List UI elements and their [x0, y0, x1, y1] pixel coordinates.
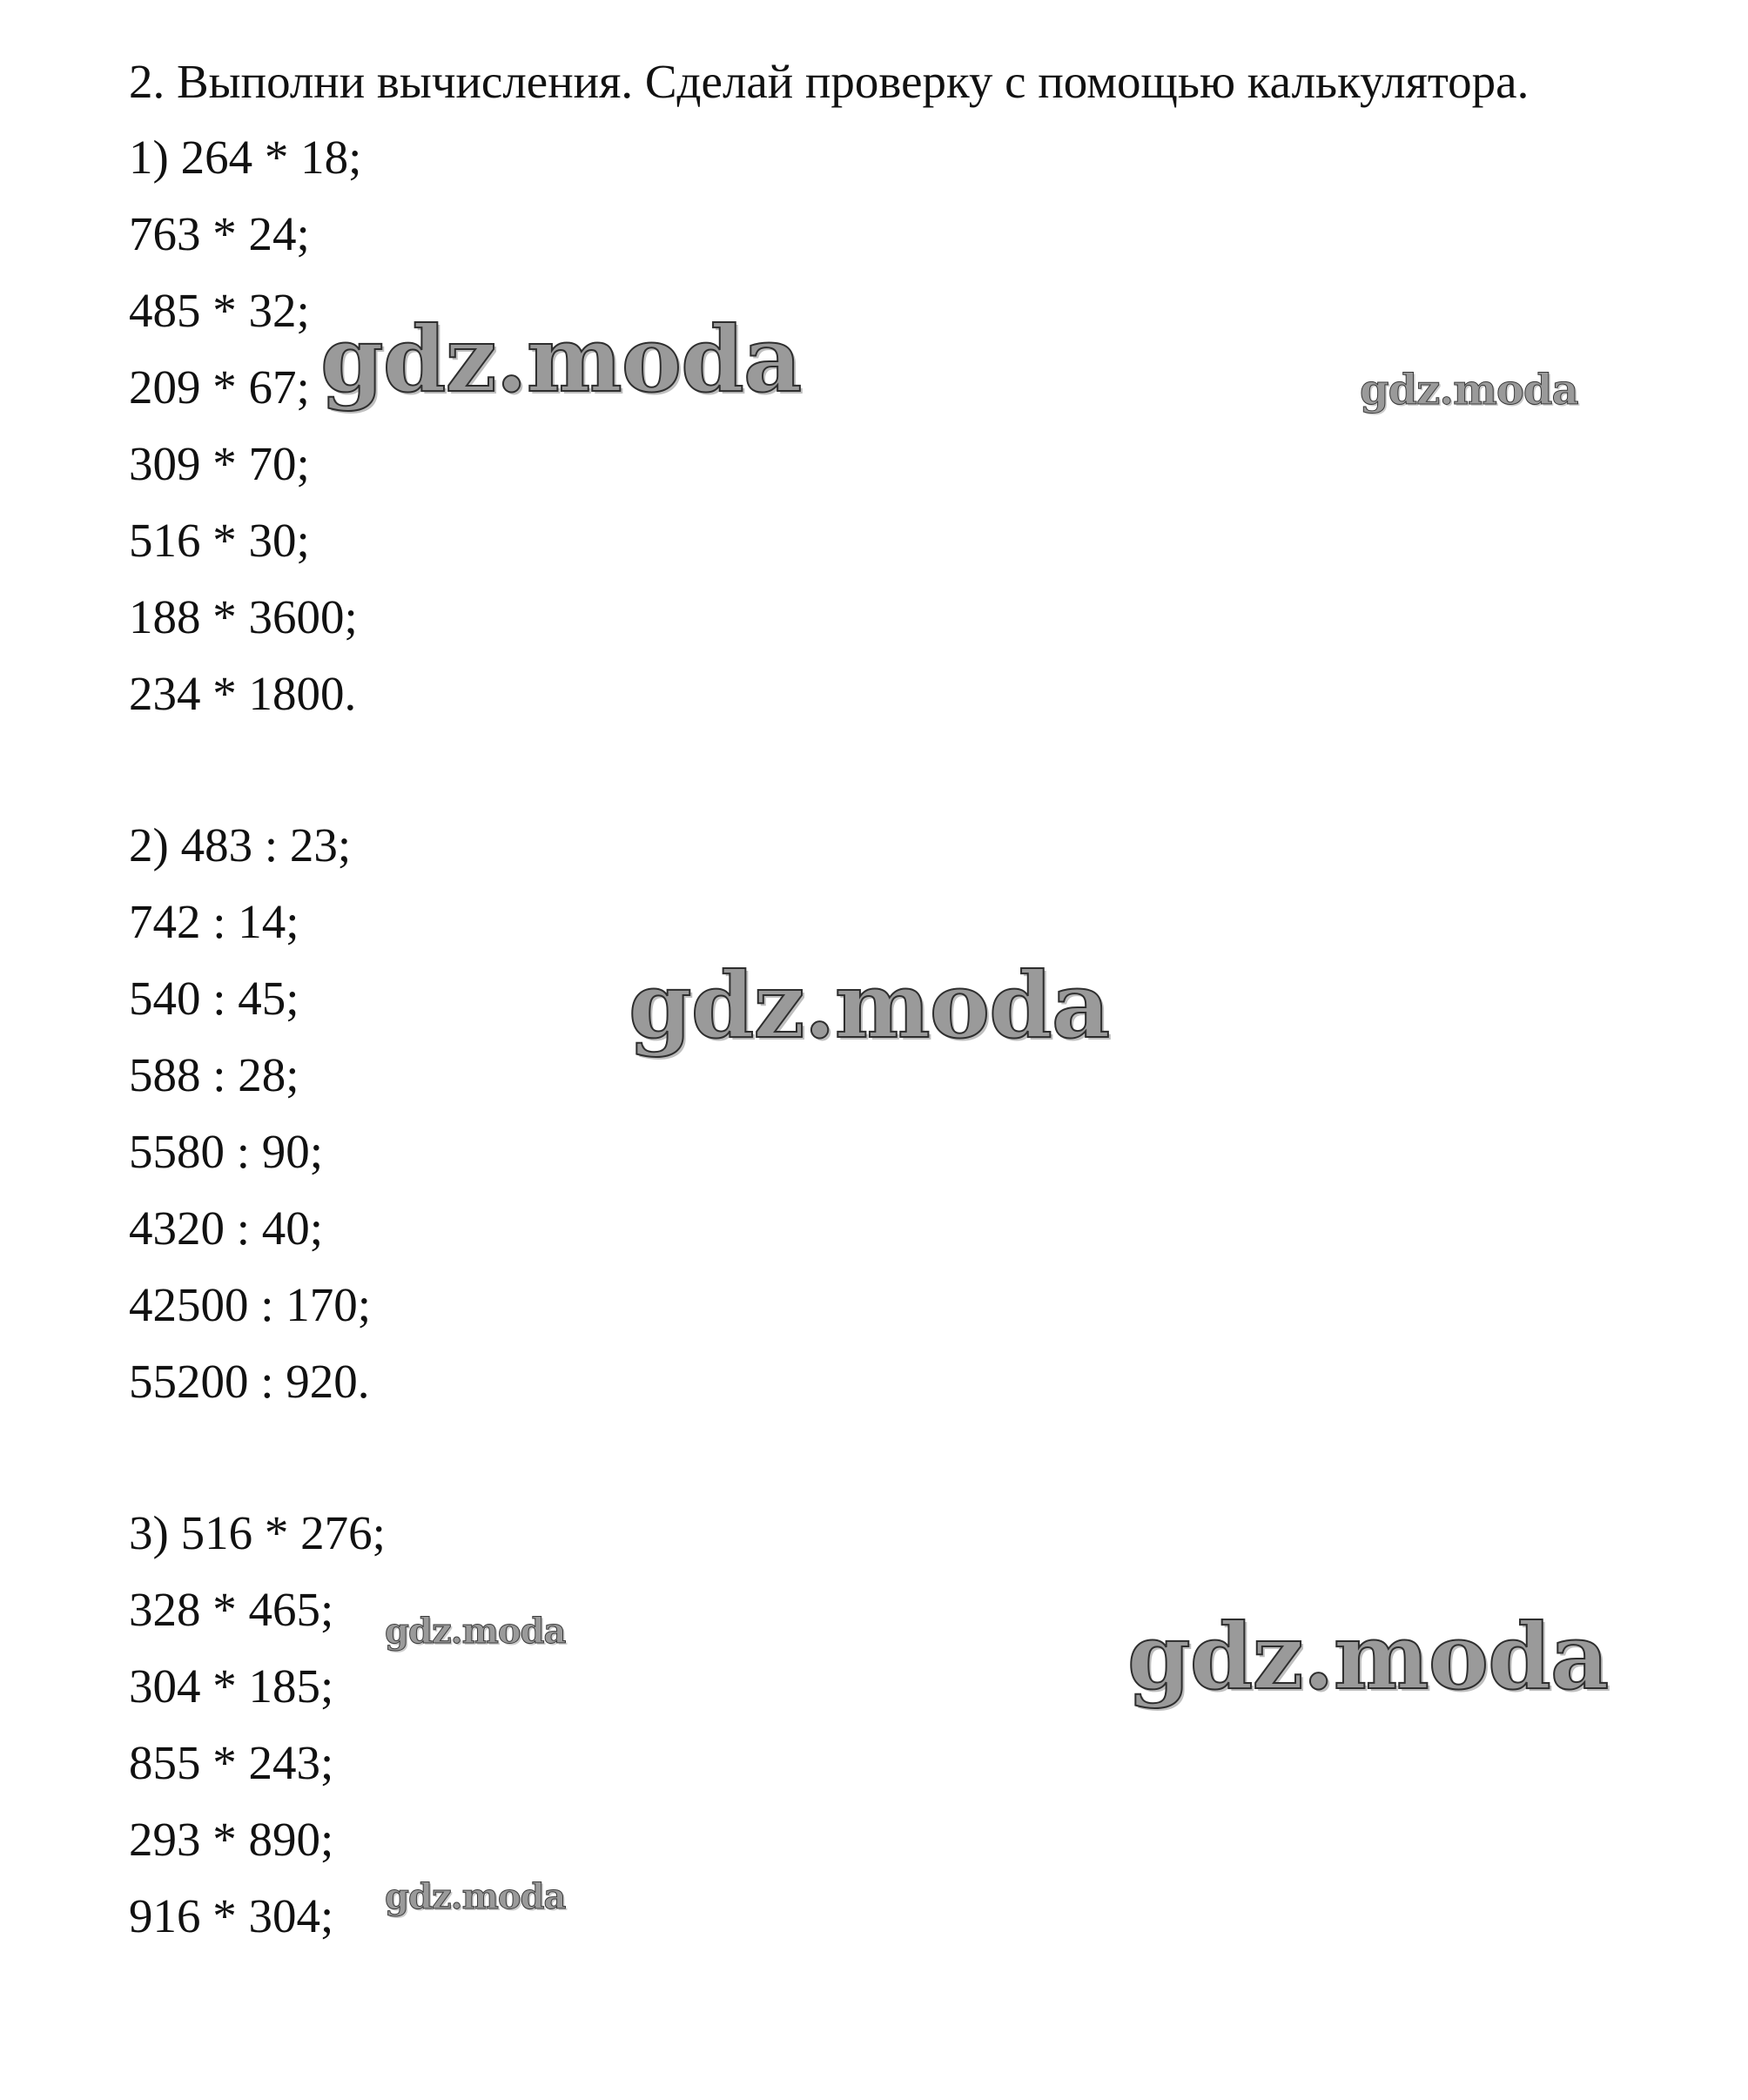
expression-line: 209 * 67;	[129, 360, 310, 414]
watermark: gdz.moda	[1360, 366, 1578, 414]
watermark: gdz.moda	[1127, 1603, 1609, 1710]
expression-line: 855 * 243;	[129, 1736, 334, 1789]
expression-line: 304 * 185;	[129, 1659, 334, 1713]
expression-line: 916 * 304;	[129, 1889, 334, 1942]
expression-line: 4320 : 40;	[129, 1201, 324, 1255]
watermark: gdz.moda	[320, 306, 802, 413]
expression-line: 293 * 890;	[129, 1813, 334, 1866]
expression-line: 485 * 32;	[129, 284, 310, 337]
watermark: gdz.moda	[385, 1611, 566, 1652]
watermark: gdz.moda	[629, 952, 1110, 1059]
expression-line: 188 * 3600;	[129, 590, 358, 643]
expression-line: 309 * 70;	[129, 437, 310, 490]
expression-line: 3) 516 * 276;	[129, 1506, 386, 1559]
expression-line: 588 : 28;	[129, 1048, 299, 1101]
expression-line: 742 : 14;	[129, 895, 299, 948]
expression-line: 5580 : 90;	[129, 1125, 324, 1178]
expression-line: 42500 : 170;	[129, 1278, 372, 1331]
expression-line: 234 * 1800.	[129, 667, 357, 720]
expression-line: 540 : 45;	[129, 972, 299, 1025]
expression-line: 516 * 30;	[129, 514, 310, 567]
watermark: gdz.moda	[385, 1876, 566, 1917]
expression-line: 328 * 465;	[129, 1583, 334, 1636]
expression-line: 55200 : 920.	[129, 1355, 370, 1408]
expression-line: 2) 483 : 23;	[129, 818, 352, 872]
task-title: 2. Выполни вычисления. Сделай проверку с помощью калькулятора.	[129, 55, 1530, 108]
expression-line: 1) 264 * 18;	[129, 131, 362, 184]
expression-line: 763 * 24;	[129, 207, 310, 260]
